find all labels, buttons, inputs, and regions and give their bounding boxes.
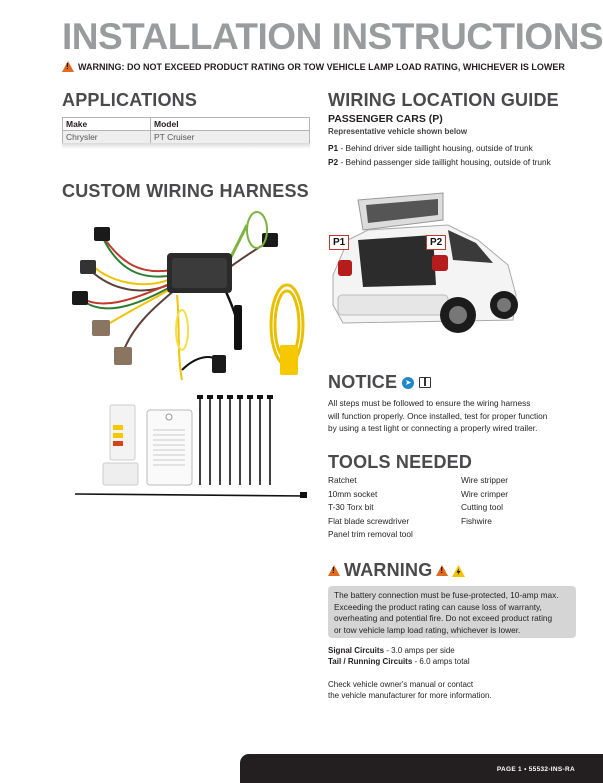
- tag-p1: P1: [329, 235, 349, 250]
- table-header-row: [63, 118, 310, 131]
- location-item: [328, 157, 551, 167]
- tool-item: Wire stripper: [461, 475, 509, 485]
- tool-item: T-30 Torx bit: [328, 502, 374, 512]
- tail-value: - 6.0 amps total: [412, 657, 470, 666]
- location-text: - Behind passenger side taillight housing, outside of trunk: [338, 157, 551, 167]
- warning-line: overheating and potential fire. Do not exceed product rating: [334, 613, 553, 624]
- table-shadow: [62, 143, 310, 149]
- tail-circuits: [328, 657, 470, 666]
- notice-line: All steps must be followed to ensure the wiring harness: [328, 398, 531, 408]
- footer-bar: [240, 754, 603, 783]
- page-title: INSTALLATION INSTRUCTIONS: [62, 16, 603, 57]
- notice-heading: NOTICE: [328, 372, 398, 392]
- location-code: P1: [328, 143, 339, 153]
- warning-line: or tow vehicle lamp load rating, whichever is lower.: [334, 624, 521, 635]
- column-header-model: Model: [151, 118, 310, 131]
- tool-item: Fishwire: [461, 515, 492, 526]
- signal-label: Signal Circuits: [328, 646, 385, 655]
- warning-box: [328, 586, 576, 638]
- arrow-circle-icon: ➤: [402, 377, 414, 389]
- tool-item: 10mm socket: [328, 488, 378, 499]
- tail-label: Tail / Running Circuits: [328, 657, 413, 666]
- hardware-kit-photo: [75, 395, 310, 503]
- cell-make: Chrysler: [63, 131, 151, 144]
- warning-triangle-icon: [62, 61, 74, 72]
- check-manual-text: [328, 679, 492, 701]
- column-header-make: Make: [63, 118, 151, 131]
- wiring-harness-photo: [62, 205, 312, 390]
- signal-circuits: [328, 646, 455, 655]
- table-row: [63, 131, 310, 144]
- top-warning: [62, 61, 565, 72]
- page-number: PAGE 1 • 55532-INS-RA: [496, 766, 575, 773]
- manual-book-icon: [419, 377, 431, 388]
- check-line: the vehicle manufacturer for more information.: [328, 691, 492, 700]
- applications-heading: APPLICATIONS: [62, 90, 198, 110]
- harness-heading: CUSTOM WIRING HARNESS: [62, 181, 309, 201]
- representative-note: Representative vehicle shown below: [328, 127, 468, 136]
- tool-item: Cutting tool: [461, 502, 503, 512]
- vehicle-photo: [328, 185, 520, 345]
- electric-shock-icon: [452, 565, 465, 577]
- signal-value: - 3.0 amps per side: [384, 646, 455, 655]
- tool-item: Wire crimper: [461, 488, 509, 499]
- tag-p2: P2: [426, 235, 446, 250]
- warning-triangle-icon: [436, 565, 448, 576]
- tools-heading: TOOLS NEEDED: [328, 452, 473, 472]
- cell-model: PT Cruiser: [151, 131, 310, 144]
- tool-item: Ratchet: [328, 475, 357, 485]
- location-text: - Behind driver side taillight housing, outside of trunk: [338, 143, 533, 153]
- passenger-cars-subheading: PASSENGER CARS (P): [328, 113, 443, 125]
- top-warning-text: WARNING: DO NOT EXCEED PRODUCT RATING OR TOW VEHICLE LAMP LOAD RATING, WHICHEVER IS LOWER: [78, 61, 565, 72]
- notice-header: [328, 372, 431, 393]
- wiring-guide-heading: WIRING LOCATION GUIDE: [328, 90, 559, 110]
- tool-item: Panel trim removal tool: [328, 529, 413, 539]
- warning-triangle-icon: [328, 565, 340, 576]
- warning-line: The battery connection must be fuse-protected, 10-amp max.: [334, 590, 559, 600]
- tools-column-2: [461, 475, 508, 529]
- warning-heading: WARNING: [344, 560, 433, 580]
- warning-line: Exceeding the product rating can cause loss of warranty,: [334, 601, 542, 612]
- tool-item: Flat blade screwdriver: [328, 515, 410, 526]
- check-line: Check vehicle owner's manual or contact: [328, 680, 474, 689]
- notice-line: will function properly. Once installed, test for proper function: [328, 410, 548, 421]
- applications-table: [62, 117, 310, 144]
- notice-line: by using a test light or connecting a properly wired trailer.: [328, 423, 538, 433]
- notice-text: [328, 397, 547, 435]
- location-item: [328, 143, 533, 153]
- warning-header: [328, 560, 465, 581]
- location-code: P2: [328, 157, 339, 167]
- tools-column-1: [328, 475, 413, 543]
